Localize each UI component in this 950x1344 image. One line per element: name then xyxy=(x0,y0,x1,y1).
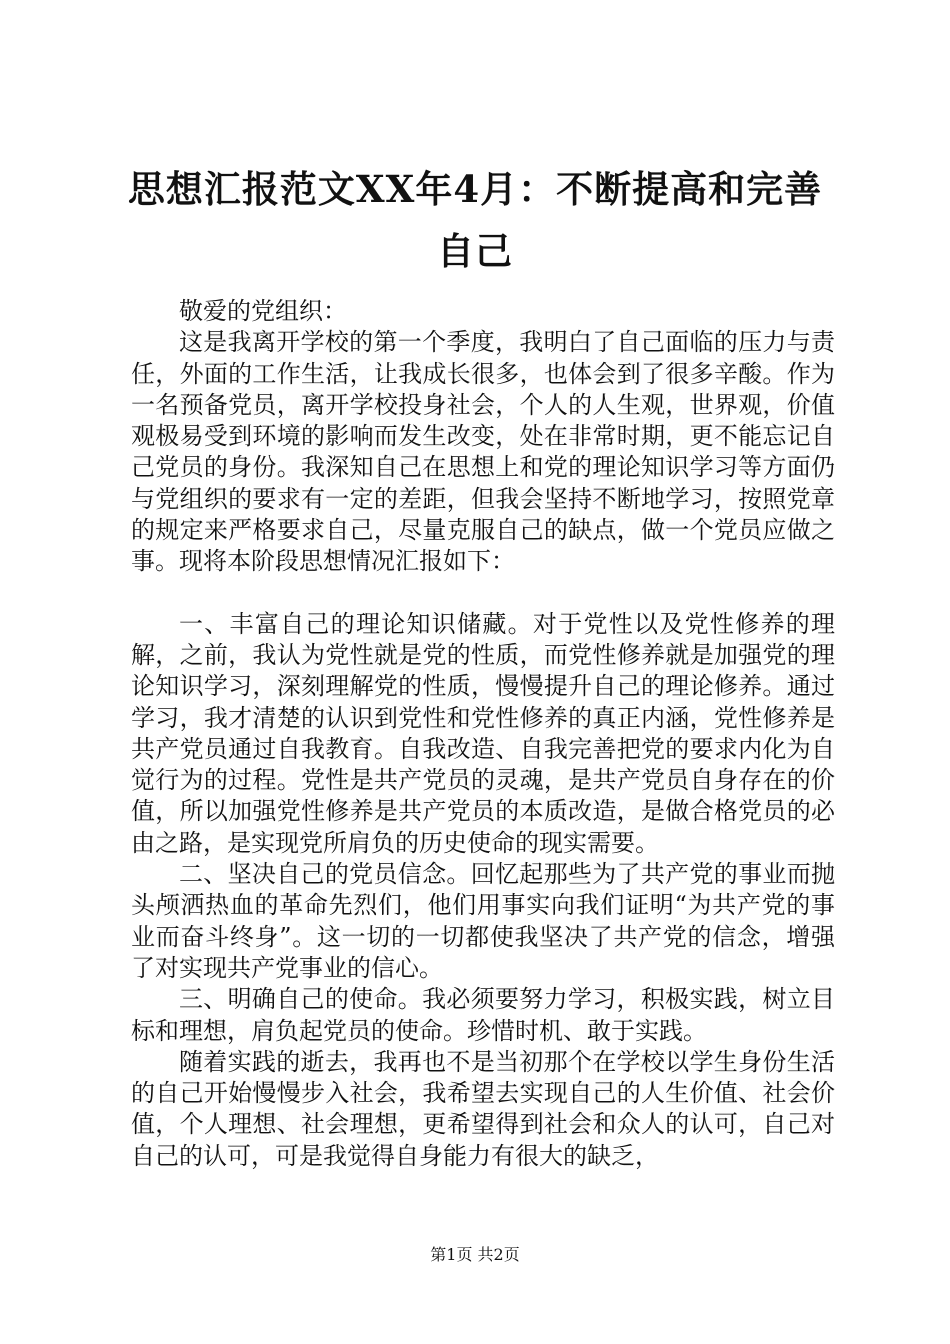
paragraph-point-1: 一、丰富自己的理论知识储藏。对于党性以及党性修养的理解，之前，我认为党性就是党的性质，而党性修养就是加强党的理论知识学习，深刻理解党的性质，慢慢提升自己的理论修养。通过学习，我才清楚的认识到党性和党性修养的真正内涵，党性修养是共产党员通过自我教育。自我改造、自我完善把党的要求内化为自觉行为的过程。党性是共产党员的灵魂，是共产党员自身存在的价值，所以加强党性修养是共产党员的本质改造，是做合格党员的必由之路，是实现党所肩负的历史使命的现实需要。 xyxy=(131,609,835,857)
document-body xyxy=(131,296,835,1172)
paragraph-point-3: 三、明确自己的使命。我必须要努力学习，积极实践，树立目标和理想，肩负起党员的使命。珍惜时机、敢于实践。 xyxy=(131,985,835,1045)
page-footer: 第1页 共2页 xyxy=(430,1245,520,1264)
paragraph-point-2: 二、坚决自己的党员信念。回忆起那些为了共产党的事业而抛头颅洒热血的革命先烈们，他们用事实向我们证明“为共产党的事业而奋斗终身”。这一切的一切都使我坚决了共产党的信念，增强了对实现共产党事业的信心。 xyxy=(131,860,835,982)
salutation: 敬爱的党组织： xyxy=(179,297,347,325)
document-title: 思想汇报范文XX年4月：不断提高和完善自己 xyxy=(127,167,823,273)
paragraph-intro: 这是我离开学校的第一个季度，我明白了自己面临的压力与责任，外面的工作生活，让我成长很多，也体会到了很多辛酸。作为一名预备党员，离开学校投身社会，个人的人生观，世界观，价值观极易受到环境的影响而发生改变，处在非常时期，更不能忘记自己党员的身份。我深知自己在思想上和党的理论知识学习等方面仍与党组织的要求有一定的差距，但我会坚持不断地学习，按照党章的规定来严格要求自己，尽量克服自己的缺点，做一个党员应做之事。现将本阶段思想情况汇报如下： xyxy=(131,328,835,576)
paragraph-continuation: 随着实践的逝去，我再也不是当初那个在学校以学生身份生活的自己开始慢慢步入社会，我希望去实现自己的人生价值、社会价值，个人理想、社会理想，更希望得到社会和众人的认可，自己对自己的认可，可是我觉得自身能力有很大的缺乏， xyxy=(131,1047,835,1170)
